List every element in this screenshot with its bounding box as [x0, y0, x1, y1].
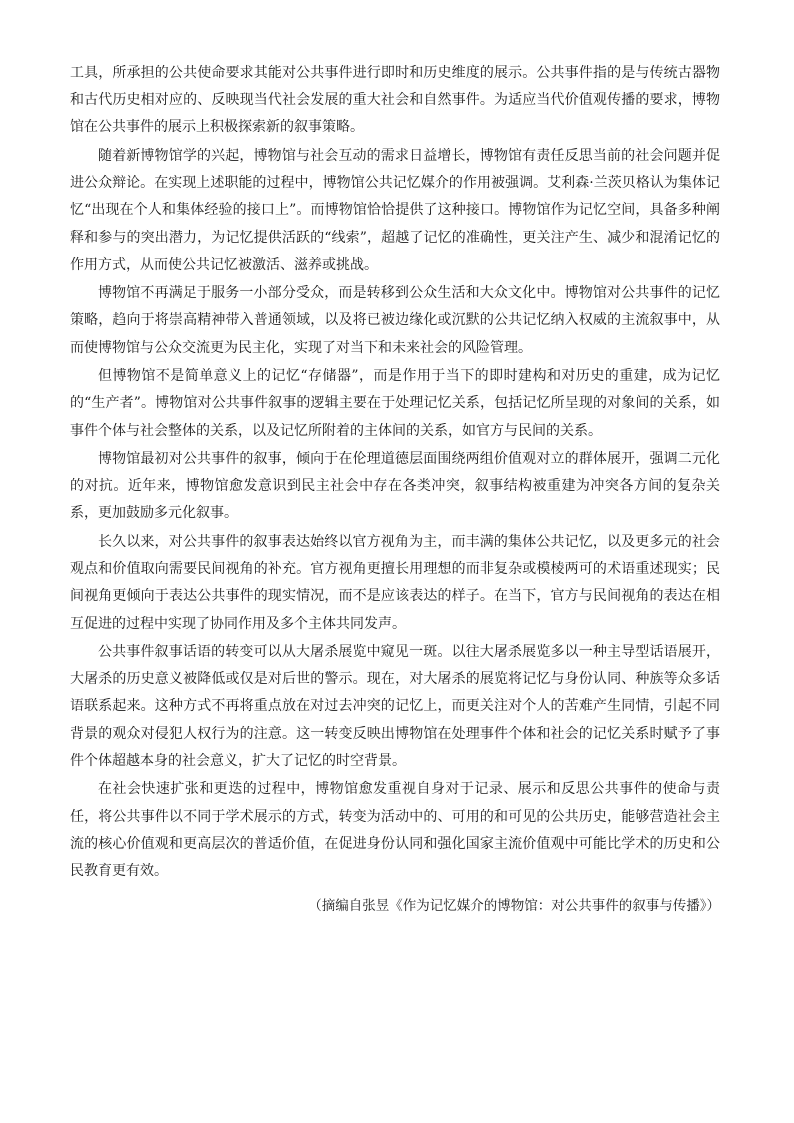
paragraph-8: 在社会快速扩张和更迭的过程中，博物馆愈发重视自身对于记录、展示和反思公共事件的使命与责任，将公共事件以不同于学术展示的方式，转变为活动中的、可用的和可见的公共历史，能够营造社会主流的核心价值观和更高层次的普适价值，在促进身份认同和强化国家主流价值观中可能比学术的历史和公民教育更有效。 [70, 781, 720, 879]
paragraph-5: 博物馆最初对公共事件的叙事，倾向于在伦理道德层面围绕两组价值观对立的群体展开，强调二元化的对抗。近年来，博物馆愈发意识到民主社会中存在各类冲突，叙事结构被重建为冲突各方间的复杂关系，更加鼓励多元化叙事。 [70, 451, 720, 522]
document-page [70, 60, 720, 934]
paragraph-7: 公共事件叙事话语的转变可以从大屠杀展览中窥见一斑。以往大屠杀展览多以一种主导型话语展开，大屠杀的历史意义被降低或仅是对后世的警示。现在，对大屠杀的展览将记忆与身份认同、种族等众多话语联系起来。这种方式不再将重点放在对过去冲突的记忆上，而更关注对个人的苦难产生同情，引起不同背景的观众对侵犯人权行为的注意。这一转变反映出博物馆在处理事件个体和社会的记忆关系时赋予了事件个体超越本身的社会意义，扩大了记忆的时空背景。 [70, 644, 720, 769]
source-citation: （摘编自张昱《作为记忆媒介的博物馆：对公共事件的叙事与传播》） [308, 898, 720, 915]
paragraph-3: 博物馆不再满足于服务一小部分受众，而是转移到公众生活和大众文化中。博物馆对公共事件的记忆策略，趋向于将崇高精神带入普通领域，以及将已被边缘化或沉默的公共记忆纳入权威的主流叙事中，从而使博物馆与公众交流更为民主化，实现了对当下和未来社会的风险管理。 [70, 285, 720, 356]
paragraph-6: 长久以来，对公共事件的叙事表达始终以官方视角为主，而丰满的集体公共记忆，以及更多元的社会观点和价值取向需要民间视角的补充。官方视角更擅长用理想的而非复杂或模棱两可的术语重述现实；民间视角更倾向于表达公共事件的现实情况，而不是应该表达的样子。在当下，官方与民间视角的表达在相互促进的过程中实现了协同作用及多个主体共同发声。 [70, 533, 720, 632]
paragraph-2: 随着新博物馆学的兴起，博物馆与社会互动的需求日益增长，博物馆有责任反思当前的社会问题并促进公众辩论。在实现上述职能的过程中，博物馆公共记忆媒介的作用被强调。艾利森·兰茨贝格认为集体记忆“出现在个人和集体经验的接口上”。而博物馆恰恰提供了这种接口。博物馆作为记忆空间，具备多种阐释和参与的突出潜力，为记忆提供活跃的“线索”，超越了记忆的准确性，更关注产生、减少和混淆记忆的作用方式，从而使公共记忆被激活、滋养或挑战。 [70, 147, 720, 273]
paragraph-1: 工具，所承担的公共使命要求其能对公共事件进行即时和历史维度的展示。公共事件指的是与传统古器物和古代历史相对应的、反映现当代社会发展的重大社会和自然事件。为适应当代价值观传播的要求，博物馆在公共事件的展示上积极探索新的叙事策略。 [70, 65, 720, 136]
paragraph-4: 但博物馆不是简单意义上的记忆“存储器”，而是作用于当下的即时建构和对历史的重建，成为记忆的“生产者”。博物馆对公共事件叙事的逻辑主要在于处理记忆关系，包括记忆所呈现的对象间的关系，如事件个体与社会整体的关系，以及记忆所附着的主体间的关系，如官方与民间的关系。 [70, 368, 720, 439]
